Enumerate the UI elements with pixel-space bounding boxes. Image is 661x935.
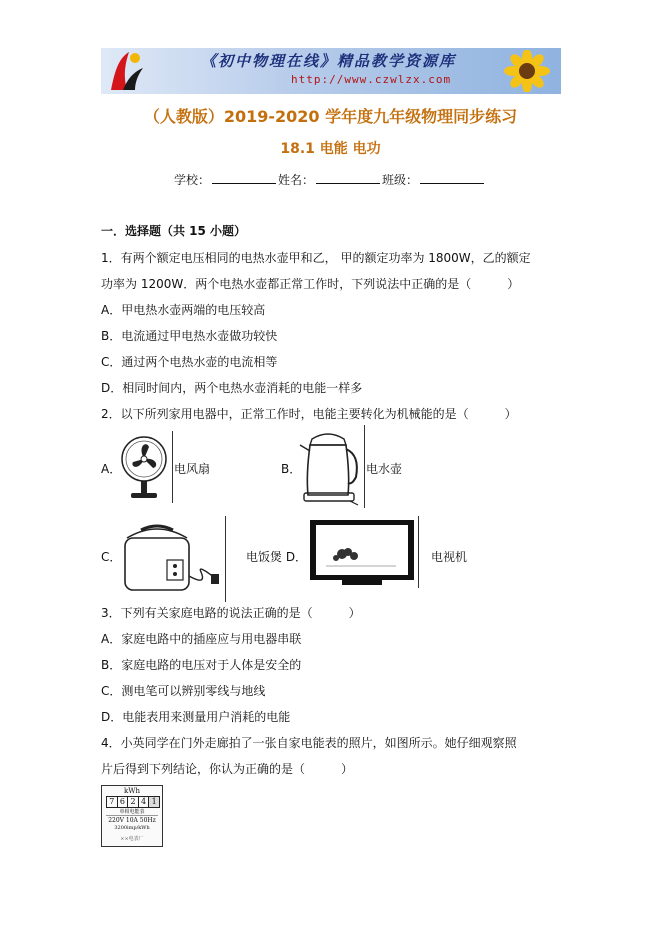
q3-option-c: C．测电笔可以辨别零线与地线 xyxy=(101,684,266,698)
student-info-fields xyxy=(174,171,486,188)
class-field[interactable] xyxy=(420,173,484,184)
meter-digit: 6 xyxy=(118,797,129,807)
q2-option-d-label: 电视机 xyxy=(431,550,468,564)
class-label: 班级： xyxy=(382,173,419,187)
q3-option-d: D．电能表用来测量用户消耗的电能 xyxy=(101,710,291,724)
q2-option-b-label: 电水壶 xyxy=(366,462,403,476)
meter-constant: 3200imp/kWh xyxy=(114,825,150,831)
q3-option-a: A．家庭电路中的插座应与用电器串联 xyxy=(101,632,302,646)
electric-kettle-icon xyxy=(298,425,364,508)
tv-figure-frame xyxy=(306,516,419,588)
meter-type: 单相电能表 xyxy=(106,808,158,816)
television-icon xyxy=(306,516,418,588)
meter-digit: 4 xyxy=(139,797,150,807)
name-label: 姓名： xyxy=(278,173,315,187)
q3-stem: 3．下列有关家庭电路的说法正确的是（ ） xyxy=(101,606,361,620)
banner-url[interactable]: http://www.czwlzx.com xyxy=(291,73,452,86)
energy-meter-figure xyxy=(101,785,163,847)
fan-figure-frame xyxy=(117,431,173,503)
kettle-figure-frame xyxy=(298,425,365,508)
q2-option-c-letter: C． xyxy=(101,550,122,564)
q1-option-a: A．甲电热水壶两端的电压较高 xyxy=(101,303,266,317)
q2-stem: 2．以下所列家用电器中，正常工作时，电能主要转化为机械能的是（ ） xyxy=(101,407,517,421)
meter-maker: ××电表厂 xyxy=(120,836,144,842)
rice-cooker-figure-frame xyxy=(117,516,226,602)
site-logo xyxy=(105,50,145,92)
q2-option-c-label: 电饭煲 D． xyxy=(246,550,308,564)
q1-stem-line2: 功率为 1200W．两个电热水壶都正常工作时，下列说法中正确的是（ ） xyxy=(101,277,520,291)
school-field[interactable] xyxy=(212,173,276,184)
meter-digits xyxy=(106,796,160,808)
q1-option-d: D．相同时间内，两个电热水壶消耗的电能一样多 xyxy=(101,381,363,395)
sunflower-icon xyxy=(497,50,557,92)
school-label: 学校： xyxy=(174,173,211,187)
rice-cooker-icon xyxy=(117,516,225,602)
q4-stem-line2: 片后得到下列结论，你认为正确的是（ ） xyxy=(101,762,354,776)
q4-stem-line1: 4．小英同学在门外走廊拍了一张自家电能表的照片，如图所示。她仔细观察照 xyxy=(101,736,517,750)
meter-digit: 1 xyxy=(149,797,159,807)
meter-spec: 220V 10A 50Hz xyxy=(108,817,156,824)
meter-unit: kWh xyxy=(124,787,140,795)
header-banner xyxy=(101,48,561,94)
page-subtitle: 18.1 电能 电功 xyxy=(280,141,381,157)
name-field[interactable] xyxy=(316,173,380,184)
q1-stem-line1: 1．有两个额定电压相同的电热水壶甲和乙， 甲的额定功率为 1800W，乙的额定 xyxy=(101,251,531,265)
q1-option-b: B．电流通过甲电热水壶做功较快 xyxy=(101,329,278,343)
q3-option-b: B．家庭电路的电压对于人体是安全的 xyxy=(101,658,302,672)
q1-option-c: C．通过两个电热水壶的电流相等 xyxy=(101,355,278,369)
page-title: （人教版）2019-2020 学年度九年级物理同步练习 xyxy=(143,107,518,126)
section-title: 一．选择题（共 15 小题） xyxy=(101,224,247,238)
q2-option-a-letter: A． xyxy=(101,462,122,476)
meter-digit: 7 xyxy=(107,797,118,807)
meter-digit: 2 xyxy=(128,797,139,807)
electric-fan-icon xyxy=(117,431,172,503)
q2-option-a-label: 电风扇 xyxy=(174,462,211,476)
q2-option-b-letter: B． xyxy=(281,462,302,476)
banner-title: 《初中物理在线》精品教学资源库 xyxy=(201,52,457,70)
